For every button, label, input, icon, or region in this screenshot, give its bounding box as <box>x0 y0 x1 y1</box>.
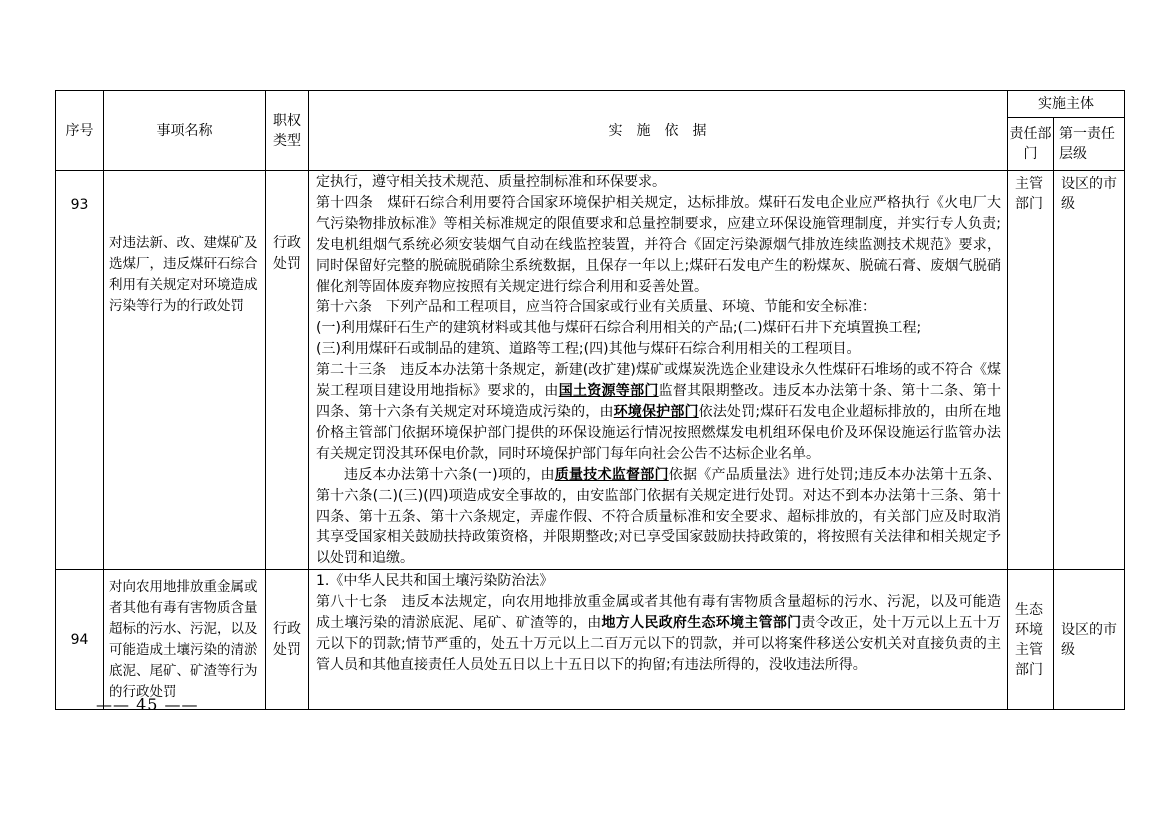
row-93-item-name: 对违法新、改、建煤矿及选煤厂，违反煤矸石综合利用有关规定对环境造成污染等行为的行政处罚 <box>104 171 266 570</box>
row-94-authority-type: 行政处罚 <box>266 570 309 710</box>
row-94-number: 94 <box>56 570 104 710</box>
row-93-legal-basis <box>309 171 1008 570</box>
legal-basis-paragraph: 第十六条 下列产品和工程项目，应当符合国家或行业有关质量、环境、节能和安全标准： <box>316 299 876 316</box>
header-yiju: 实施依据 <box>309 91 1008 171</box>
legal-basis-paragraph: 违反本办法第十六条(一)项的，由质量技术监督部门依据《产品质量法》进行处罚;违反本办法第十五条、第十六条(二)(三)(四)项造成安全事故的，由安监部门依据有关规定进行处罚。对达不到本办法第十三条、第十四条、第十五条、第十六条规定，弄虚作假、不符合质量标准和安全要求、超标排放的，有关部门应及时取消其享受国家相关鼓励扶持政策资格，并限期整改;对已享受国家鼓励扶持政策的，将按照有关法律和相关规定予以处罚和追缴。 <box>316 466 1002 567</box>
header-zeren: 责任部门 <box>1008 118 1054 171</box>
header-xuhao: 序号 <box>56 91 104 171</box>
authority-matrix-table <box>55 90 1125 710</box>
legal-basis-paragraph: 第十四条 煤矸石综合利用要符合国家环境保护相关规定，达标排放。煤矸石发电企业应严格执行《火电厂大气污染物排放标准》等相关标准规定的限值要求和总量控制要求，应建立环保设施管理制度，并实行专人负责;发电机组烟气系统必须安装烟气自动在线监控装置，并符合《固定污染源烟气排放连续监测技术规范》要求，同时保留好完整的脱硫脱硝除尘系统数据，且保存一年以上;煤矸石发电产生的粉煤灰、脱硫石膏、废烟气脱硝催化剂等固体废弃物应按照有关规定进行综合利用和妥善处置。 <box>316 194 1001 295</box>
row-93-responsibility-level: 设区的市级 <box>1054 171 1125 570</box>
legal-basis-paragraph: 第八十七条 违反本法规定，向农用地排放重金属或者其他有毒有害物质含量超标的污水、污泥，以及可能造成土壤污染的清淤底泥、尾矿、矿渣等的，由地方人民政府生态环境主管部门责令改正，处十万元以上五十万元以下的罚款;情节严重的，处五十万元以上二百万元以下的罚款，并可以将案件移送公安机关对直接负责的主管人员和其他直接责任人员处五日以上十五日以下的拘留;有违法所得的，没收违法所得。 <box>316 594 1002 673</box>
table-row-93 <box>56 171 1125 570</box>
table-row-94 <box>56 570 1125 710</box>
row-93-number: 93 <box>56 171 104 570</box>
row-93-authority-type: 行政处罚 <box>266 171 309 570</box>
legal-basis-paragraph: (三)利用煤矸石或制品的建筑、道路等工程;(四)其他与煤矸石综合利用相关的工程项目。 <box>316 341 861 358</box>
row-94-item-name: 对向农用地排放重金属或者其他有毒有害物质含量超标的污水、污泥，以及可能造成土壤污染的清淤底泥、尾矿、矿渣等行为的行政处罚 <box>104 570 266 710</box>
legal-basis-paragraph: (一)利用煤矸石生产的建筑材料或其他与煤矸石综合利用相关的产品;(二)煤矸石井下充填置换工程; <box>316 320 922 337</box>
header-zhiquan: 职权类型 <box>266 91 309 171</box>
page-number: —— 45 —— <box>96 695 199 714</box>
row-94-legal-basis <box>309 570 1008 710</box>
legal-basis-paragraph: 1.《中华人民共和国土壤污染防治法》 <box>316 573 554 590</box>
header-zhuti: 实施主体 <box>1008 91 1125 118</box>
row-94-responsible-dept: 生态环境主管部门 <box>1008 570 1054 710</box>
row-94-responsibility-level: 设区的市级 <box>1054 570 1125 710</box>
header-row-1 <box>56 91 1125 118</box>
row-93-responsible-dept: 主管部门 <box>1008 171 1054 570</box>
legal-basis-paragraph: 定执行，遵守相关技术规范、质量控制标准和环保要求。 <box>316 174 666 190</box>
legal-basis-paragraph: 第二十三条 违反本办法第十条规定，新建(改扩建)煤矿或煤炭洗选企业建设永久性煤矸石堆场的或不符合《煤炭工程项目建设用地指标》要求的，由国土资源等部门监督其限期整改。违反本办法第十条、第十二条、第十四条、第十六条有关规定对环境造成污染的，由环境保护部门依法处罚;煤矸石发电企业超标排放的，由所在地价格主管部门依据环境保护部门提供的环保设施运行情况按照燃煤发电机组环保电价及环保设施运行监管办法有关规定罚没其环保电价款，同时环境保护部门每年向社会公告不达标企业名单。 <box>316 362 1002 462</box>
header-shixiang: 事项名称 <box>104 91 266 171</box>
header-cengji: 第一责任层级 <box>1054 118 1125 171</box>
